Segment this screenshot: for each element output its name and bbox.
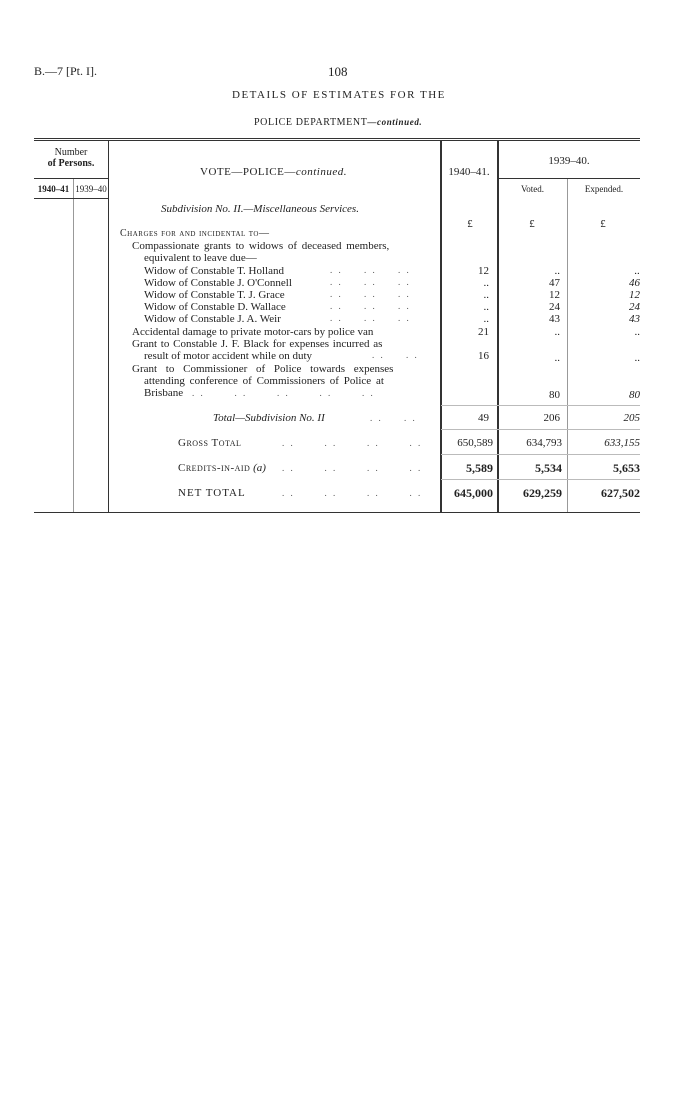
vote-heading-main: VOTE—POLICE— xyxy=(200,166,296,178)
gross-total-expended: 633,155 xyxy=(604,437,640,449)
subdivision-title: Subdivision No. II.—Miscellaneous Services. xyxy=(161,203,359,215)
grant-commissioner-voted: 80 xyxy=(549,389,560,401)
expended-value: 46 xyxy=(629,277,640,289)
credits-rule xyxy=(441,479,640,480)
year-columns-divider xyxy=(73,178,74,512)
leader-dots: . . . . . . xyxy=(330,289,411,299)
accidental-damage-label: Accidental damage to private motor-cars by police van xyxy=(132,326,374,338)
grant-black-voted: .. xyxy=(554,352,560,364)
page-reference: B.—7 [Pt. I]. xyxy=(34,64,97,78)
credits-in-aid-text: Credits-in-aid xyxy=(178,462,251,474)
voted-value: 24 xyxy=(549,301,560,313)
expended-value: 43 xyxy=(629,313,640,325)
expended-value: .. xyxy=(634,265,640,277)
list-item-label: Widow of Constable T. Holland xyxy=(144,265,284,277)
table-top-rule xyxy=(34,138,640,139)
gross-total-rule xyxy=(441,454,640,455)
leader-dots: . . . . . . . . xyxy=(282,463,423,473)
gross-total-estimate: 650,589 xyxy=(457,437,493,449)
charges-heading: Charges for and incidental to— xyxy=(120,228,270,239)
grant-black-line-2: result of motor accident while on duty xyxy=(144,350,313,362)
leader-dots: . . . . . . xyxy=(330,265,411,275)
accidental-damage-expended: .. xyxy=(634,326,640,338)
net-total-expended: 627,502 xyxy=(601,486,640,500)
net-total-voted: 629,259 xyxy=(523,486,562,500)
persons-header-line-1: Number xyxy=(54,147,88,158)
grant-black-expended: .. xyxy=(634,352,640,364)
estimate-column-header: 1940–41. xyxy=(448,166,490,178)
estimate-value: .. xyxy=(483,289,489,301)
grant-commissioner-line-2: attending conference of Commissioners of Police at xyxy=(144,375,384,387)
leader-dots: . . . . . . xyxy=(330,277,411,287)
total-subdivision-label: Total—Subdivision No. II xyxy=(213,412,325,424)
grant-black-estimate: 16 xyxy=(478,350,489,362)
persons-years-rule xyxy=(34,198,108,199)
previous-year-header: 1939–40. xyxy=(548,155,590,167)
persons-header-line-2: of Persons. xyxy=(47,158,95,169)
total-sub-top-rule xyxy=(441,405,640,406)
vote-heading xyxy=(200,166,347,178)
voted-value: .. xyxy=(554,265,560,277)
total-subdivision-voted: 206 xyxy=(543,412,560,424)
table-bottom-rule xyxy=(34,512,640,513)
credits-in-aid-label xyxy=(178,462,266,474)
grant-commissioner-line-3: Brisbane xyxy=(144,387,184,399)
gross-total-label: Gross Total xyxy=(178,437,242,449)
expended-column-header: Expended. xyxy=(584,184,624,194)
list-item-label: Widow of Constable D. Wallace xyxy=(144,301,286,313)
table-top-rule-2 xyxy=(34,140,640,141)
list-item-label: Widow of Constable J. A. Weir xyxy=(144,313,281,325)
grants-line-2: equivalent to leave due— xyxy=(144,252,257,264)
currency-estimate: £ xyxy=(467,218,473,230)
list-item-label: Widow of Constable J. O'Connell xyxy=(144,277,292,289)
currency-expended: £ xyxy=(600,218,606,230)
grant-commissioner-expended: 80 xyxy=(629,389,640,401)
total-subdivision-expended: 205 xyxy=(623,412,640,424)
grant-black-line-1: Grant to Constable J. F. Black for expenses incurred as xyxy=(132,338,383,350)
credits-in-aid-expended: 5,653 xyxy=(613,461,640,475)
net-total-label: NET TOTAL xyxy=(178,487,246,499)
department-name: POLICE DEPARTMENT xyxy=(254,117,368,128)
voted-value: 12 xyxy=(549,289,560,301)
voted-value: 43 xyxy=(549,313,560,325)
credits-in-aid-note: (a) xyxy=(253,462,266,474)
leader-dots: . . . . . . . . xyxy=(282,438,423,448)
persons-header xyxy=(34,147,108,169)
grant-commissioner-line-1: Grant to Commissioner of Police towards expenses xyxy=(132,363,394,375)
expended-value: 12 xyxy=(629,289,640,301)
leader-dots: . . . . xyxy=(372,350,419,360)
total-subdivision-estimate: 49 xyxy=(478,412,489,424)
vote-heading-continued: continued. xyxy=(295,166,347,178)
net-total-estimate: 645,000 xyxy=(454,486,493,500)
prev-year-header-rule xyxy=(497,178,640,179)
estimate-value: .. xyxy=(483,277,489,289)
page-number: 108 xyxy=(328,64,348,79)
leader-dots: . . . . . . . . xyxy=(282,488,423,498)
expended-value: 24 xyxy=(629,301,640,313)
persons-year-1939: 1939–40 xyxy=(75,184,107,194)
grants-line-1: Compassionate grants to widows of deceased members, xyxy=(132,240,390,252)
leader-dots: . . . . . . xyxy=(330,313,411,323)
leader-dots: . . . . . . xyxy=(330,301,411,311)
accidental-damage-voted: .. xyxy=(554,326,560,338)
estimate-value: .. xyxy=(483,301,489,313)
list-item-label: Widow of Constable T. J. Grace xyxy=(144,289,285,301)
department-title xyxy=(254,117,422,128)
estimate-value: .. xyxy=(483,313,489,325)
voted-value: 47 xyxy=(549,277,560,289)
accidental-damage-estimate: 21 xyxy=(478,326,489,338)
total-sub-bottom-rule xyxy=(441,429,640,430)
estimate-value: 12 xyxy=(478,265,489,277)
leader-dots: . . . . . . . . . . xyxy=(192,388,375,398)
currency-voted: £ xyxy=(529,218,535,230)
gross-total-voted: 634,793 xyxy=(526,437,562,449)
page-heading: DETAILS OF ESTIMATES FOR THE xyxy=(232,89,446,101)
voted-column-header: Voted. xyxy=(520,184,545,194)
credits-in-aid-voted: 5,534 xyxy=(535,461,562,475)
persons-year-1940: 1940–41 xyxy=(37,184,70,194)
persons-column-divider xyxy=(108,140,109,512)
credits-in-aid-estimate: 5,589 xyxy=(466,461,493,475)
department-continued: —continued. xyxy=(367,117,423,127)
leader-dots: . . . . xyxy=(370,413,417,423)
persons-header-rule xyxy=(34,178,108,179)
